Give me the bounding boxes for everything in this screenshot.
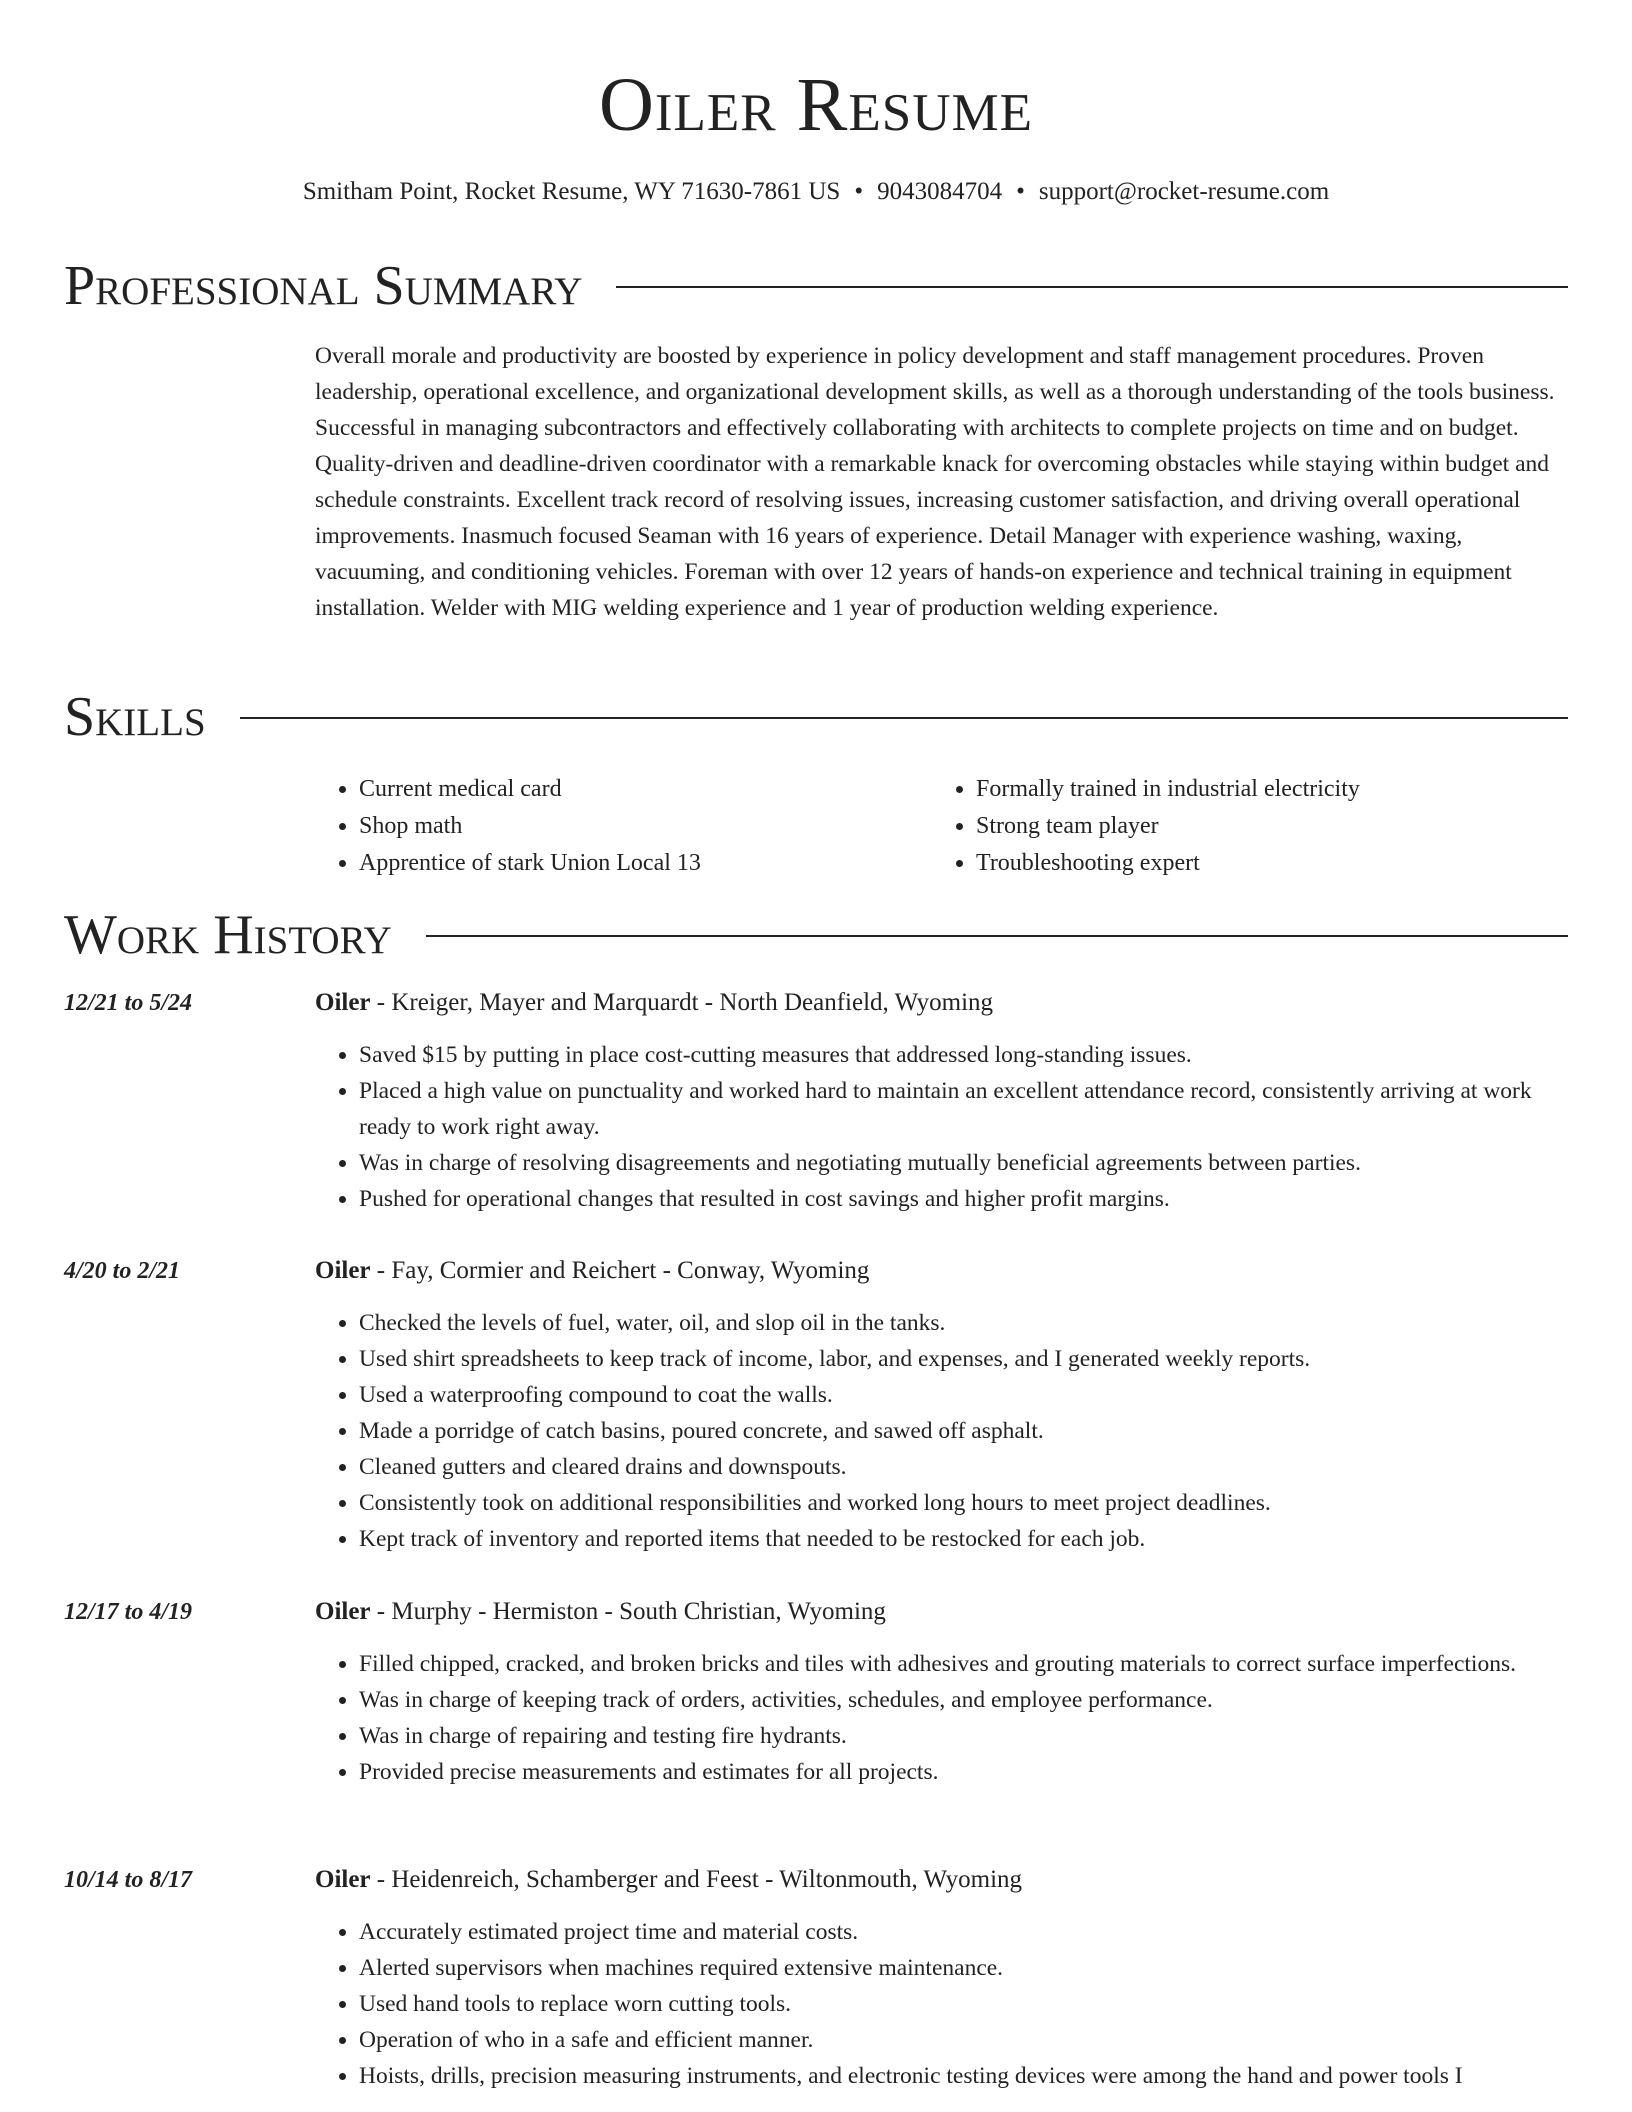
skills-column-left: [315, 771, 932, 882]
job-bullet: • Kept track of inventory and reported items that needed to be restocked for each job.: [359, 1521, 1568, 1557]
job-bullets: [315, 1305, 1568, 1557]
job-dates: 12/17 to 4/19: [64, 1599, 193, 1625]
job-title: Oiler: [315, 1598, 371, 1625]
job-heading: [315, 985, 993, 1021]
job-title: Oiler: [315, 989, 371, 1016]
section-divider: [616, 286, 1568, 288]
job-bullet: • Saved $15 by putting in place cost-cutting measures that addressed long-standing issues.: [359, 1037, 1568, 1073]
contact-line: [0, 174, 1632, 210]
contact-separator: •: [1016, 178, 1025, 205]
job-bullet: • Pushed for operational changes that resulted in cost savings and higher profit margins.: [359, 1181, 1568, 1217]
job-company: - Heidenreich, Schamberger and Feest - Wiltonmouth, Wyoming: [370, 1866, 1023, 1893]
job-title: Oiler: [315, 1866, 371, 1893]
job-dates: 4/20 to 2/21: [64, 1258, 181, 1284]
skills-list: [315, 771, 1568, 882]
resume-title: Oiler Resume: [599, 63, 1033, 147]
job-bullet: • Placed a high value on punctuality and worked hard to maintain an excellent attendance record, consistently arriving at work ready to work right away.: [359, 1073, 1568, 1145]
job-bullet: • Was in charge of keeping track of orders, activities, schedules, and employee performance.: [359, 1682, 1568, 1718]
section-title-summary: Professional Summary: [64, 255, 583, 317]
section-header-skills: [64, 685, 1568, 749]
contact-phone: 9043084704: [877, 178, 1003, 205]
job-bullets: [315, 1914, 1568, 2094]
summary-text: Overall morale and productivity are boosted by experience in policy development and staff management procedures. Proven leadership, operational excellence, and organizational development skills, as well as a thorough understanding of the tools business. Successful in managing subcontractors and effectively collaborating with architects to complete projects on time and on budget. Quality-driven and deadline-driven coordinator with a remarkable knack for overcoming obstacles while staying within budget and schedule constraints. Excellent track record of resolving issues, increasing customer satisfaction, and driving overall operational improvements. Inasmuch focused Seaman with 16 years of experience. Detail Manager with experience washing, waxing, vacuuming, and conditioning vehicles. Foreman with over 12 years of hands-on experience and technical training in equipment installation. Welder with MIG welding experience and 1 year of production welding experience.: [315, 343, 1555, 621]
job-bullet: • Used a waterproofing compound to coat the walls.: [359, 1377, 1568, 1413]
skill-item: • Current medical card: [359, 771, 932, 808]
job-bullet: • Was in charge of resolving disagreements and negotiating mutually beneficial agreements between parties.: [359, 1145, 1568, 1181]
section-header-work: [64, 903, 1568, 967]
job-bullets: [315, 1646, 1568, 1790]
job-bullet: • Consistently took on additional responsibilities and worked long hours to meet project deadlines.: [359, 1485, 1568, 1521]
contact-separator: •: [854, 178, 864, 205]
job-bullet: • Cleaned gutters and cleared drains and downspouts.: [359, 1449, 1568, 1485]
job-bullet: • Accurately estimated project time and material costs.: [359, 1914, 1568, 1950]
skill-item: • Shop math: [359, 808, 932, 845]
job-bullet: • Used hand tools to replace worn cutting tools.: [359, 1986, 1568, 2022]
job-title: Oiler: [315, 1257, 371, 1284]
section-title-work: Work History: [64, 904, 392, 966]
job-heading: [315, 1862, 1022, 1898]
job-bullet: • Was in charge of repairing and testing fire hydrants.: [359, 1718, 1568, 1754]
job-bullet: • Made a porridge of catch basins, poured concrete, and sawed off asphalt.: [359, 1413, 1568, 1449]
job-bullet: • Operation of who in a safe and efficient manner.: [359, 2022, 1568, 2058]
skills-column-right: [932, 771, 1549, 882]
job-company: - Murphy - Hermiston - South Christian, Wyoming: [370, 1598, 886, 1625]
job-bullet: • Checked the levels of fuel, water, oil, and slop oil in the tanks.: [359, 1305, 1568, 1341]
job-bullet: • Alerted supervisors when machines required extensive maintenance.: [359, 1950, 1568, 1986]
job-bullet: • Hoists, drills, precision measuring instruments, and electronic testing devices were among the hand and power tools I: [359, 2058, 1568, 2094]
contact-email: support@rocket-resume.com: [1038, 178, 1330, 205]
job-bullet: • Provided precise measurements and estimates for all projects.: [359, 1754, 1568, 1790]
job-dates: 10/14 to 8/17: [64, 1867, 193, 1893]
section-header-summary: [64, 254, 1568, 318]
job-heading: [315, 1594, 886, 1630]
section-divider: [426, 935, 1568, 937]
section-title-skills: Skills: [64, 686, 206, 748]
job-company: - Kreiger, Mayer and Marquardt - North Deanfield, Wyoming: [370, 989, 994, 1016]
skill-item: • Formally trained in industrial electricity: [976, 771, 1549, 808]
job-bullet: • Used shirt spreadsheets to keep track of income, labor, and expenses, and I generated weekly reports.: [359, 1341, 1568, 1377]
skill-item: • Strong team player: [976, 808, 1549, 845]
job-company: - Fay, Cormier and Reichert - Conway, Wyoming: [370, 1257, 870, 1284]
skill-item: • Apprentice of stark Union Local 13: [359, 845, 932, 882]
contact-address: Smitham Point, Rocket Resume, WY 71630-7861 US: [302, 178, 841, 205]
job-bullets: [315, 1037, 1568, 1217]
section-divider: [240, 717, 1568, 719]
job-heading: [315, 1253, 869, 1289]
skill-item: • Troubleshooting expert: [976, 845, 1549, 882]
job-bullet: • Filled chipped, cracked, and broken bricks and tiles with adhesives and grouting materials to correct surface imperfections.: [359, 1646, 1568, 1682]
job-dates: 12/21 to 5/24: [64, 990, 193, 1016]
